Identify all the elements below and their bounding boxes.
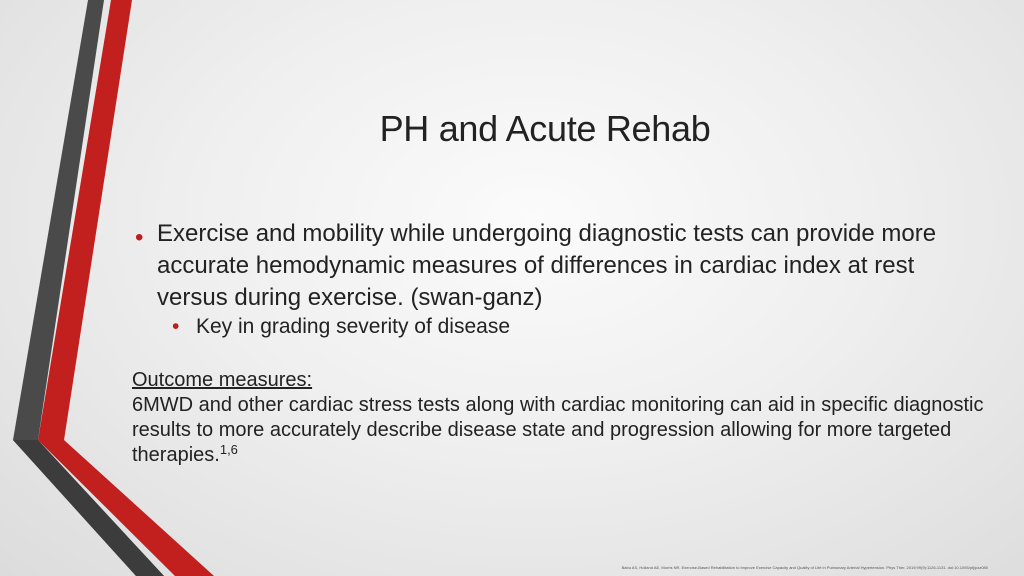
outcome-measures-block <box>132 368 992 468</box>
bullet-list <box>132 218 972 341</box>
bullet-item-sub <box>132 313 972 341</box>
outcome-text: 6MWD and other cardiac stress tests along with cardiac monitoring can aid in specific diagnostic results to more accurately describe disease state and progression allowing for more targeted therapies. <box>132 394 984 466</box>
sub-bullet-dot-icon: • <box>172 315 180 338</box>
bullet-sub-text: Key in grading severity of disease <box>196 315 511 338</box>
bullet-item-main <box>132 218 972 314</box>
outcome-references: 1,6 <box>219 442 238 457</box>
bullet-dot-icon: • <box>135 224 144 251</box>
slide-title: PH and Acute Rehab <box>379 108 711 149</box>
citation-footnote: Babu AS, Holland AE, Morris NR. Exercise-Based Rehabilitation to Improve Exercise Capacity and Quality of Life in Pulmonary Arterial Hypertension. Phys Ther. 2019;99(9):1126-1131. doi:10.1093/ptj/pzz080 <box>621 565 988 570</box>
bullet-main-text: Exercise and mobility while undergoing diagnostic tests can provide more accurate hemodynamic measures of differences in cardiac index at rest versus during exercise. (swan-ganz) <box>157 220 937 311</box>
outcome-heading: Outcome measures: <box>132 369 313 391</box>
